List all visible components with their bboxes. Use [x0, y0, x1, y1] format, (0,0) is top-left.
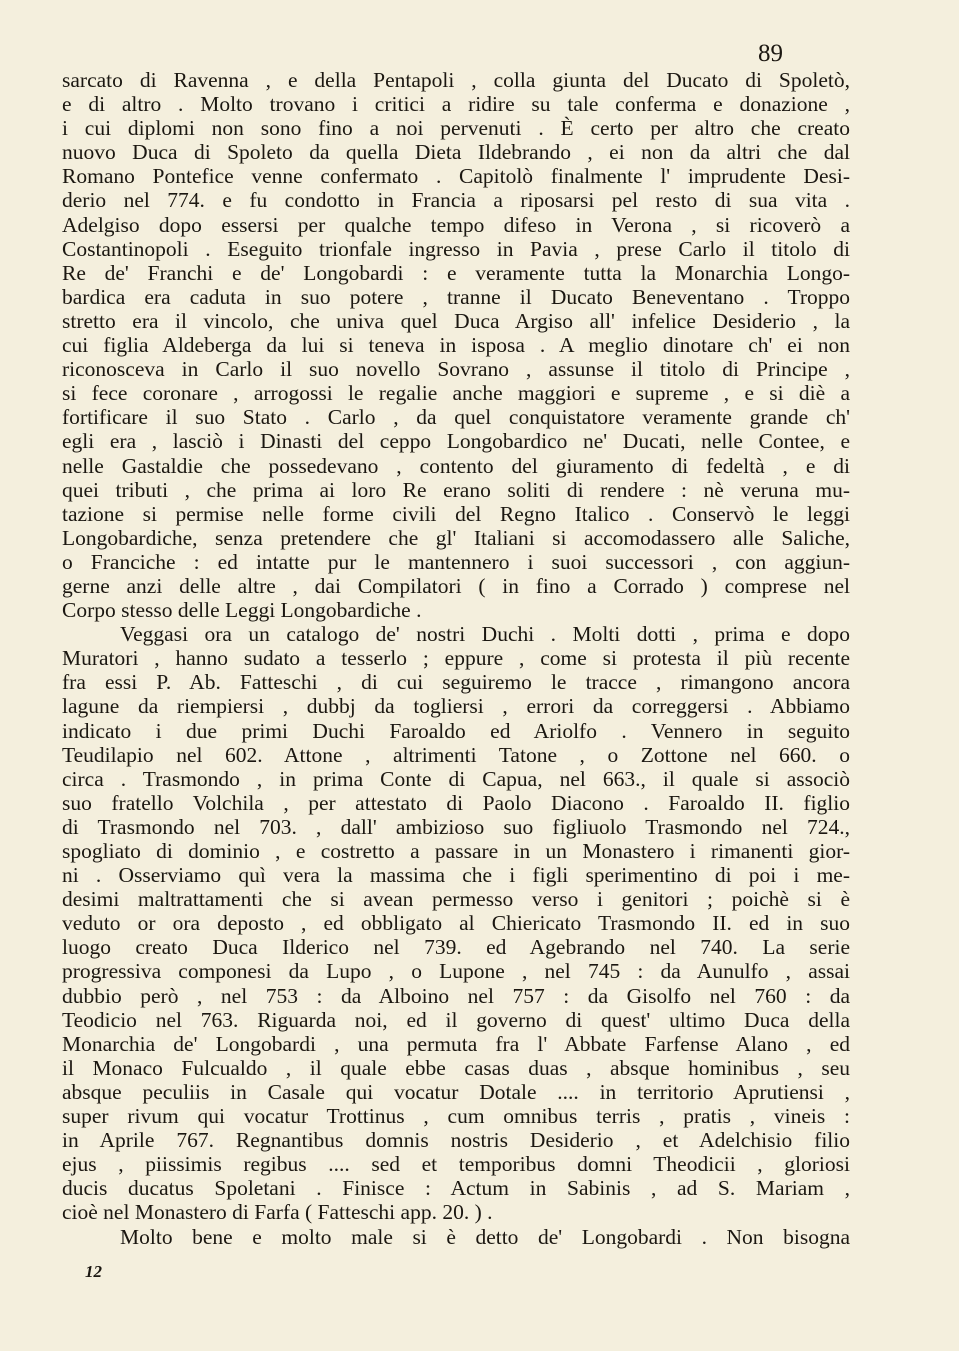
text-line: super rivum qui vocatur Trottinus , cum omnibus terris , pratis , vineis :: [62, 1104, 850, 1129]
text-line: gerne anzi delle altre , dai Compilatori ( in fino a Corrado ) comprese nel: [62, 573, 850, 598]
text-line: fortificare il suo Stato . Carlo , da quel conquistatore veramente grande ch': [62, 405, 850, 430]
text-line: il Monaco Fulcualdo , il quale ebbe casas duas , absque hominibus , seu: [62, 1055, 850, 1080]
text-line: fra essi P. Ab. Fatteschi , di cui seguiremo le tracce , rimangono ancora: [62, 670, 850, 695]
text-line: derio nel 774. e fu condotto in Francia a riposarsi pel resto di sua vita .: [62, 188, 850, 213]
text-line: Longobardiche, senza pretendere che gl' Italiani si accomodassero alle Saliche,: [62, 525, 850, 550]
text-line: Adelgiso dopo essersi per qualche tempo difeso in Verona , si ricoverò a: [62, 212, 850, 237]
text-line: di Trasmondo nel 703. , dall' ambizioso suo figliuolo Trasmondo nel 724.,: [62, 814, 850, 839]
text-line: ejus , piissimis regibus .... sed et temporibus domni Theodicii , gloriosi: [62, 1152, 850, 1177]
text-line: Monarchia de' Longobardi , una permuta fra l' Abbate Farfense Alano , ed: [62, 1031, 850, 1056]
text-line: indicato i due primi Duchi Faroaldo ed Ariolfo . Vennero in seguito: [62, 718, 850, 743]
text-line: Veggasi ora un catalogo de' nostri Duchi . Molti dotti , prima e dopo: [120, 622, 850, 647]
text-line: Muratori , hanno sudato a tesserlo ; eppure , come si protesta il più recente: [62, 646, 850, 671]
text-line: absque peculiis in Casale qui vocatur Dotale .... in territorio Aprutiensi ,: [62, 1079, 850, 1104]
page-number: 89: [758, 40, 783, 67]
text-line: ni . Osserviamo quì vera la massima che i figli sperimentino di poi i me-: [62, 863, 850, 888]
text-line: tazione si permise nelle forme civili del Regno Italico . Conservò le leggi: [62, 501, 850, 526]
text-line: Romano Pontefice venne confermato . Capitolò finalmente l' imprudente Desi-: [62, 164, 850, 189]
text-line: lagune da riempiersi , dubbj da togliersi , errori da correggersi . Abbiamo: [62, 694, 850, 719]
text-line: Re de' Franchi e de' Longobardi : e veramente tutta la Monarchia Longo-: [62, 260, 850, 285]
text-line: cioè nel Monastero di Farfa ( Fatteschi app. 20. ) .: [62, 1200, 493, 1225]
text-line: nelle Gastaldie che possedevano , contento del giuramento di fedeltà , e di: [62, 453, 850, 478]
text-line: spogliato di dominio , e costretto a passare in un Monastero i rimanenti gior-: [62, 839, 850, 863]
text-line: bardica era caduta in suo potere , tranne il Ducato Beneventano . Troppo: [62, 284, 850, 309]
text-line: Costantinopoli . Eseguito trionfale ingresso in Pavia , prese Carlo il titolo di: [62, 236, 850, 261]
text-line: Corpo stesso delle Leggi Longobardiche .: [62, 598, 422, 623]
text-line: si fece coronare , arrogossi le regalie anche maggiori e supreme , e si diè a: [62, 381, 850, 406]
text-line: desimi maltrattamenti che si avean permesso verso i genitori ; poichè si è: [62, 887, 850, 912]
text-line: Teudilapio nel 602. Attone , altrimenti Tatone , o Zottone nel 660. o: [62, 742, 850, 767]
text-line: cui figlia Aldeberga da lui si teneva in isposa . A meglio dinotare ch' ei non: [62, 333, 850, 358]
text-line: veduto or ora deposto , ed obbligato al Chiericato Trasmondo II. ed in suo: [62, 911, 850, 936]
text-line: Molto bene e molto male si è detto de' Longobardi . Non bisogna: [120, 1224, 850, 1249]
text-line: in Aprile 767. Regnantibus domnis nostris Desiderio , et Adelchisio filio: [62, 1128, 850, 1153]
text-line: luogo creato Duca Ilderico nel 739. ed Agebrando nel 740. La serie: [62, 935, 850, 960]
body-text: [62, 68, 850, 1249]
text-line: egli era , lasciò i Dinasti del ceppo Longobardico ne' Ducati, nelle Contee, e: [62, 429, 850, 454]
text-line: Teodicio nel 763. Riguarda noi, ed il governo di quest' ultimo Duca della: [62, 1007, 850, 1032]
text-line: riconoscevа in Carlo il suo novello Sovrano , assunse il titolo di Principe ,: [62, 357, 850, 382]
text-line: i cui diplomi non sono fino a noi pervenuti . È certo per altro che creato: [62, 116, 850, 141]
text-line: dubbio però , nel 753 : da Alboino nel 757 : da Gisolfo nel 760 : da: [62, 983, 850, 1008]
text-line: nuovo Duca di Spoleto da quella Dieta Ildebrando , ei non da altri che dal: [62, 140, 850, 165]
text-line: o Franciche : ed intatte pur le mantennero i suoi successori , con aggiun-: [62, 549, 850, 574]
text-line: stretto era il vincolo, che univa quel Duca Argiso all' infelice Desiderio , la: [62, 308, 850, 333]
text-line: quei tributi , che prima ai loro Re erano soliti di rendere : nè veruna mu-: [62, 477, 850, 502]
text-line: circa . Trasmondo , in prima Conte di Capua, nel 663., il quale si associò: [62, 766, 850, 791]
text-line: ducis ducatus Spoletani . Finisce : Actum in Sabinis , ad S. Mariam ,: [62, 1176, 850, 1201]
text-line: e di altro . Molto trovano i critici a ridire su tale conferma e donazione ,: [62, 92, 850, 117]
signature-mark: 12: [85, 1262, 102, 1281]
text-line: progressiva componesi da Lupo , o Lupone , nel 745 : da Aunulfo , assai: [62, 959, 850, 984]
text-line: sarcato di Ravenna , e della Pentapoli , colla giunta del Ducato di Spoletò,: [62, 68, 850, 92]
text-line: suo fratello Volchila , per attestato di Paolo Diacono . Faroaldo II. figlio: [62, 790, 850, 815]
